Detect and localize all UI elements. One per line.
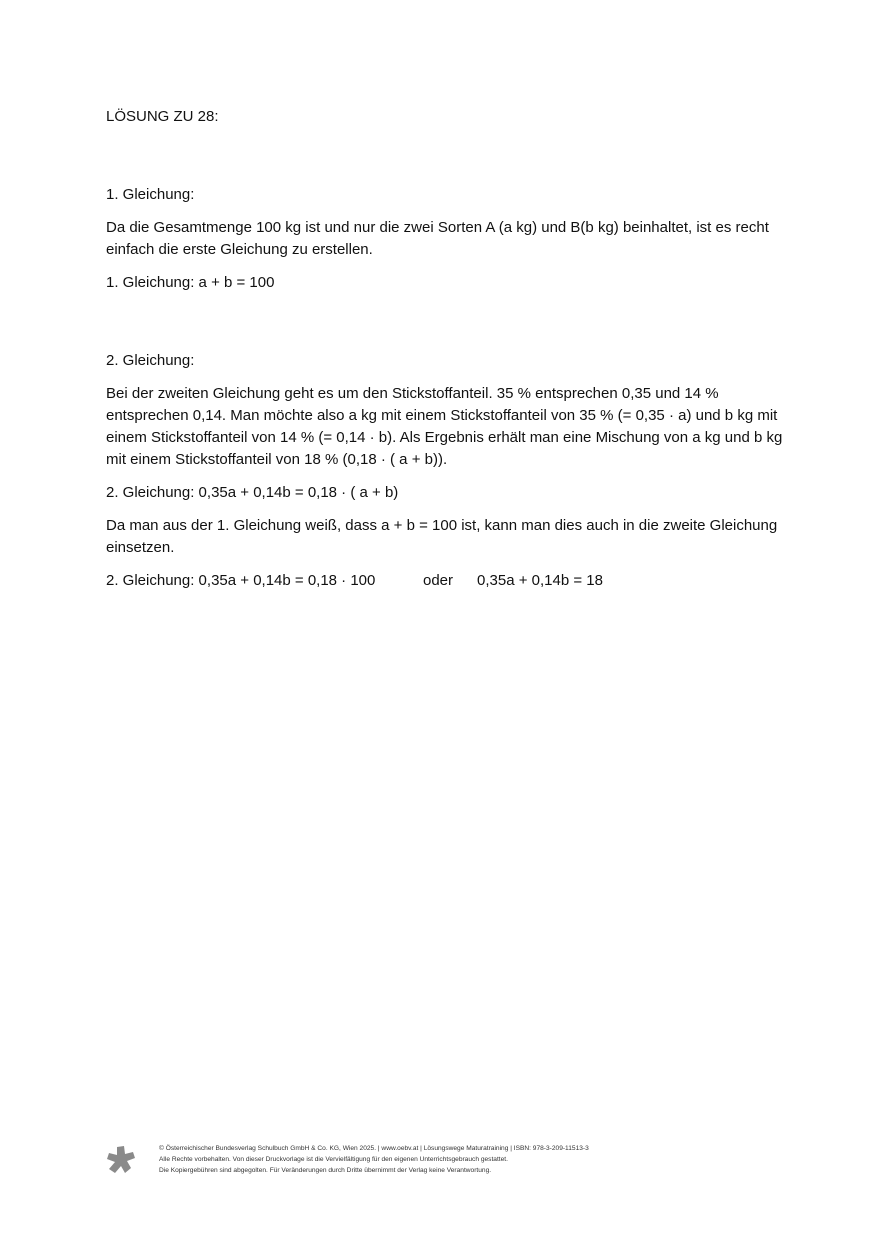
- spacer: [106, 504, 786, 515]
- section1-heading: 1. Gleichung:: [106, 186, 195, 203]
- spacer: [106, 294, 786, 350]
- final-equation-left: 2. Gleichung: 0,35a + 0,14b = 0,18 · 100: [106, 572, 376, 589]
- page-footer: [106, 1143, 786, 1183]
- spacer: [106, 471, 786, 482]
- document-content: [106, 106, 786, 592]
- footer-disclaimer: Die Kopiergebühren sind abgegolten. Für Veränderungen durch Dritte übernimmt der Verlag keine Verantwortung.: [159, 1167, 492, 1174]
- section1-equation: 1. Gleichung: a + b = 100: [106, 274, 275, 291]
- final-equation-row: [106, 570, 786, 592]
- section2-text: Bei der zweiten Gleichung geht es um den Stickstoffanteil. 35 % entsprechen 0,35 und 14 % entsprechen 0,14. Man möchte also a kg mit einem Stickstoffanteil von 35 % (= 0,35 · a) und b kg mit einem Stickstoffanteil von 14 % (= 0,14 · b). Als Ergebnis erhält man eine Mischung von a kg und b kg mit einem Stickstoffanteil von 18 % (0,18 · ( a + b)).: [106, 385, 783, 468]
- section2-heading: 2. Gleichung:: [106, 352, 195, 369]
- section1-text: Da die Gesamtmenge 100 kg ist und nur die zwei Sorten A (a kg) und B(b kg) beinhaltet, ist es recht einfach die erste Gleichung zu erstellen.: [106, 219, 769, 258]
- section2-equation: 2. Gleichung: 0,35a + 0,14b = 0,18 · ( a + b): [106, 484, 399, 501]
- spacer: [106, 206, 786, 217]
- footer-rights: Alle Rechte vorbehalten. Von dieser Druckvorlage ist die Vervielfältigung für den eigenen Unterrichtsgebrauch gestattet.: [159, 1156, 508, 1163]
- page-title: LÖSUNG ZU 28:: [106, 108, 219, 125]
- final-equation-connector: oder: [423, 572, 454, 589]
- publisher-logo-icon: [106, 1145, 136, 1175]
- spacer: [106, 372, 786, 383]
- spacer: [106, 559, 786, 570]
- final-equation-right: 0,35a + 0,14b = 18: [477, 572, 603, 589]
- footer-copyright: © Österreichischer Bundesverlag Schulbuch GmbH & Co. KG, Wien 2025. | www.oebv.at | Lösungswege Maturatraining | ISBN: 978-3-209-11513-3: [159, 1145, 589, 1152]
- spacer: [106, 261, 786, 272]
- section2-text2: Da man aus der 1. Gleichung weiß, dass a + b = 100 ist, kann man dies auch in die zweite Gleichung einsetzen.: [106, 517, 778, 556]
- footer-text: [159, 1143, 589, 1176]
- spacer: [106, 128, 786, 184]
